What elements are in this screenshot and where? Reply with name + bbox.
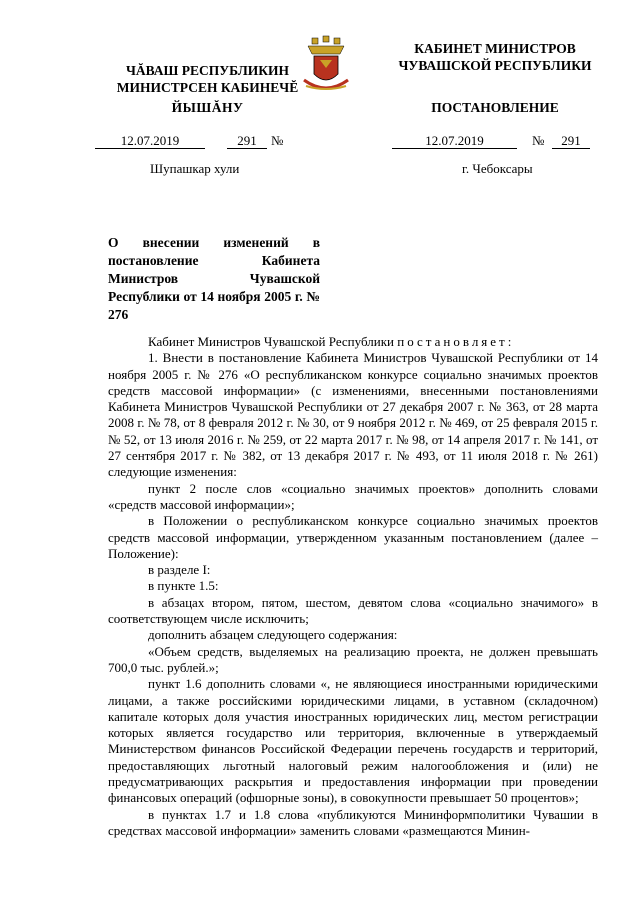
- body-paragraph: «Объем средств, выделяемых на реализацию проекта, не должен превышать 700,0 тыс. рублей.»;: [108, 643, 598, 675]
- intro-prefix: Кабинет Министров Чувашской Республики: [148, 334, 398, 349]
- coat-of-arms-icon: [300, 34, 352, 96]
- date-left: 12.07.2019: [95, 133, 205, 149]
- dateline-right: [392, 133, 592, 149]
- number-sign-left: №: [271, 133, 284, 148]
- doc-type-right: ПОСТАНОВЛЕНИЕ: [431, 100, 559, 115]
- number-sign-right: №: [532, 133, 545, 148]
- intro-verb: постановляет:: [397, 334, 515, 349]
- body-paragraph: в пункте 1.5:: [148, 578, 219, 594]
- body-paragraph: в Положении о республиканском конкурсе социально значимых проектов средств массовой информации, утвержденном указанным постановлением (далее – Положение):: [108, 513, 598, 561]
- header-left: [100, 62, 315, 96]
- number-left: 291: [227, 133, 267, 149]
- body-paragraph: в разделе I:: [148, 562, 211, 578]
- place-right: г. Чебоксары: [462, 161, 533, 176]
- date-right: 12.07.2019: [392, 133, 517, 149]
- header-right: [385, 40, 605, 74]
- header-left-line2: МИНИСТРСЕН КАБИНЕЧĔ: [116, 80, 299, 95]
- doc-type-left: ЙЫШĂНУ: [171, 100, 244, 115]
- header-right-line1: КАБИНЕТ МИНИСТРОВ: [414, 41, 576, 56]
- document-body: [108, 334, 598, 839]
- body-paragraph: в абзацах втором, пятом, шестом, девятом слова «социально значимого» в соответствующем числе исключить;: [108, 594, 598, 627]
- header-left-line1: ЧĂВАШ РЕСПУБЛИКИН: [125, 63, 290, 78]
- dateline-left: [95, 133, 325, 149]
- body-paragraph: пункт 1.6 дополнить словами «, не являющиеся иностранными юридическими лицами, а также российскими юридическими лицами, в уставном (складочном) капитале которых доля участия иностранных юридических лиц, местом регистрации которых является государство или территория, включенные в утверждаемый Министерством финансов Российской Федерации перечень государств и территорий, предоставляющих льготный налоговый режим налогообложения и (или) не предусматривающих раскрытия и предоставления информации при проведении финансовых операций (офшорные зоны), в совокупности превышает 50 процентов»;: [108, 676, 598, 806]
- place-left: Шупашкар хули: [150, 161, 240, 176]
- body-paragraph: 1. Внести в постановление Кабинета Министров Чувашской Республики от 14 ноября 2005 г. № 276 «О республиканском конкурсе социально значимых проектов средств массовой информации» (с изменениями, внесенными постановлениями Кабинета Министров Чувашской Республики от 27 декабря 2007 г. № 363, от 28 марта 2008 г. № 78, от 8 февраля 2012 г. № 30, от 9 ноября 2012 г. № 469, от 25 февраля 2015 г. № 52, от 13 июля 2016 г. № 259, от 22 марта 2017 г. № 98, от 14 апреля 2017 г. № 141, от 27 сентября 2017 г. № 382, от 13 декабря 2017 г. № 493, от 11 июля 2018 г. № 261) следующие изменения:: [108, 350, 598, 480]
- header-right-line2: ЧУВАШСКОЙ РЕСПУБЛИКИ: [398, 58, 592, 73]
- intro-paragraph: [108, 334, 598, 350]
- body-paragraph: в пунктах 1.7 и 1.8 слова «публикуются Мининформполитики Чувашии в средствах массовой информации» заменить словами «размещаются Минин-: [108, 806, 598, 838]
- number-right: 291: [552, 133, 590, 149]
- document-subject: О внесении изменений в постановление Кабинета Министров Чувашской Республики от 14 ноября 2005 г. № 276: [108, 235, 320, 322]
- body-paragraph: дополнить абзацем следующего содержания:: [148, 627, 398, 643]
- body-paragraph: пункт 2 после слов «социально значимых проектов» дополнить словами «средств массовой информации»;: [108, 480, 598, 512]
